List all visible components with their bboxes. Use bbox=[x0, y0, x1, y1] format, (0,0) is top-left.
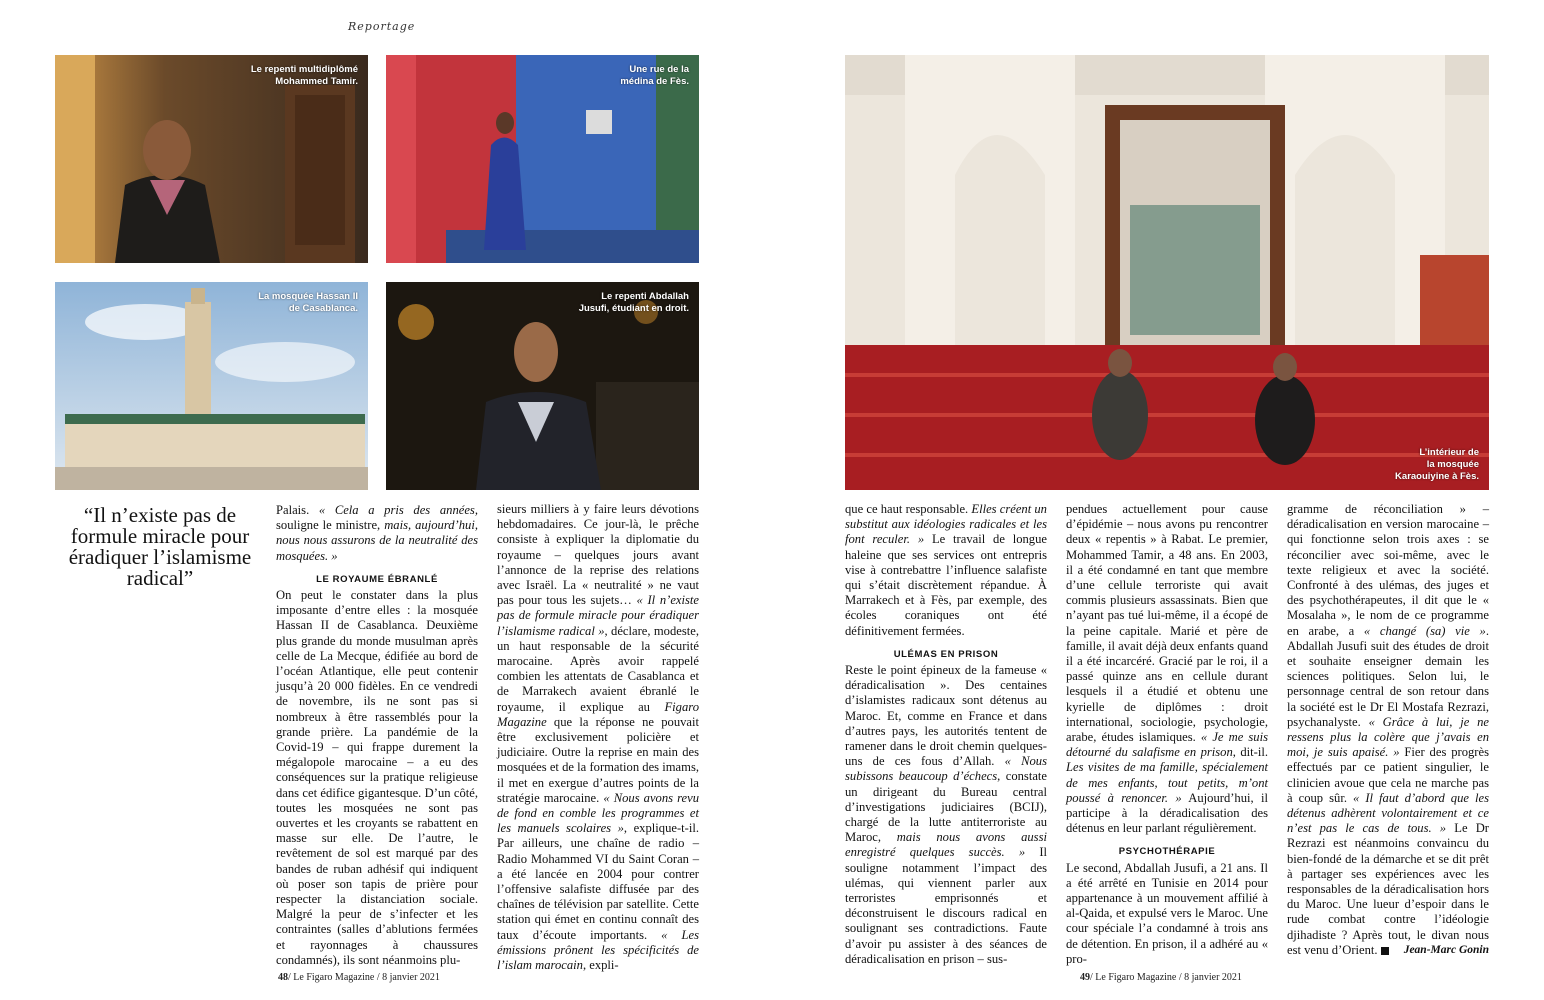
folio-left: 48/ Le Figaro Magazine / 8 janvier 2021 bbox=[278, 972, 440, 983]
photo-caption-karaouiyine: L’intérieur de la mosquée Karaouiyine à Fès. bbox=[1395, 447, 1479, 482]
folio-right: 49/ Le Figaro Magazine / 8 janvier 2021 bbox=[1080, 972, 1242, 983]
article-column-1 bbox=[276, 503, 478, 968]
article-column-5 bbox=[1287, 502, 1489, 958]
column-2-body: sieurs milliers à y faire leurs dévotions hebdomadaires. Ce jour-là, le prêche consiste à expliquer la diplomatie du royaume – quelques jours avant l’annonce de la reprise des relations avec Israël. La « neutralité » ne vaut pas pour tous les sujets… « Il n’existe pas de formule miracle pour éradiquer l’islamisme radical », déclare, modeste, un haut responsable de la sécurité marocaine. Après avoir rappelé combien les attentats de Casablanca et de Marrakech avaient ébranlé le royaume, il explique au Figaro Magazine que la réponse ne pouvait être exclusivement policière et judiciaire. Outre la reprise en main des mosquées et de la formation des imams, il met en exergue d’autres points de la stratégie marocaine. « Nous avons revu de fond en comble les programmes et les manuels scolaires », explique-t-il. Par ailleurs, une chaîne de radio – Radio Mohammed VI du Saint Coran – a été lancée en 2004 pour contrer l’offensive salafiste diffusée par des chaînes de télévision par satellite. Cette station qui émet en continu connaît des taux d’écoute importants. « Les émissions prônent les spécificités de l’islam marocain, expli- bbox=[497, 502, 700, 973]
photo-caption-tamir: Le repenti multidiplômé Mohammed Tamir. bbox=[250, 64, 358, 87]
photo-rue-medina bbox=[386, 55, 699, 263]
photo-mosquee-hassan-ii bbox=[55, 282, 368, 490]
column-1-intro: Palais. « Cela a pris des années, souligne le ministre, mais, aujourd’hui, nous nous assurons de la neutralité des mosquées. » bbox=[276, 503, 478, 563]
photo-caption-rue: Une rue de la médina de Fès. bbox=[620, 64, 689, 87]
section-label: Reportage bbox=[348, 20, 416, 33]
column-3-intro: que ce haut responsable. Elles créent un substitut aux idéologies radicales et les font reculer. » Le travail de longue haleine que ses services ont entrepris vise à contrebattre l’influence salafiste qui s’était discrètement répandue. À Marrakech et à Fès, par exemple, des écoles coraniques ont été définitivement fermées. bbox=[845, 502, 1047, 638]
pull-quote: “Il n’existe pas de formule miracle pour éradiquer l’islamisme radical” bbox=[68, 503, 252, 590]
column-3-body: Reste le point épineux de la fameuse « déradicalisation ». Des centaines d’islamistes radicaux sont détenus au Maroc. Et, comme en France et dans d’autres pays, les autorités tentent de ramener dans le droit chemin quelques-uns de ces fous d’Allah. « Nous subissons beaucoup d’échecs, constate un dirigeant du Bureau central d’investigations judiciaires (BCIJ), chargé de la lutte antiterroriste au Maroc, mais nous avons aussi enregistré quelques succès. » Il souligne notamment l’impact des ulémas, qui viennent parler aux terroristes emprisonnés et déconstruisent le discours radical en soulignant ses contradictions. Faute d’avoir pu assister à des séances de déradicalisation en prison – sus- bbox=[845, 663, 1048, 966]
subhead-ulemas-en-prison: ULÉMAS EN PRISON bbox=[893, 648, 999, 660]
column-1-body: On peut le constater dans la plus imposante d’entre elles : la mosquée Hassan II de Casablanca. Deuxième plus grande du monde musulman après celle de La Mecque, édifiée au bord de l’océan Atlantique, elle peut contenir jusqu’à 20 000 fidèles. En ce vendredi de novembre, ils ne sont pas si nombreux à être rassemblés pour la grande prière. La pandémie de la Covid-19 – qui frappe durement la mégalopole marocaine – a eu des conséquences sur la pratique religieuse dans cet édifice gigantesque. D’un côté, toutes les mosquées ne sont pas ouvertes et les croyants se rabattent en masse sur elle. De l’autre, le revêtement de sol est marqué par des bandes de ruban adhésif qui indiquent où poser son tapis de prière pour respecter la distanciation sociale. Malgré la peur de s’infecter et les contraintes (salles d’ablutions fermées et rayonnages à chaussures condamnés), ils sont néanmoins plu- bbox=[276, 588, 478, 967]
subhead-psychotherapie: PSYCHOTHÉRAPIE bbox=[1118, 846, 1216, 858]
photo-mosquee-karaouiyine bbox=[845, 55, 1489, 490]
article-column-2 bbox=[497, 502, 699, 973]
column-5-body: gramme de réconciliation » – déradicalisation en version marocaine – qui fonctionne selon trois axes : se réconcilier avec soi-même, avec le texte religieux et avec la société. Confronté à des ulémas, des juges et des psychothérapeutes, il dit que le « Mosalaha », le nom de ce programme en arabe, a « changé (sa) vie ». Abdallah Jusufi suit des études de droit et souhaite enseigner demain les sciences politiques. Selon lui, le personnage central de son retour dans la société est le Dr El Mostafa Rezrazi, psychanalyste. « Grâce à lui, je ne ressens plus la colère que j’avais en moi, je suis apaisé. » Fier des progrès effectués par ce patient singulier, le clinicien avoue que cela ne marche pas à coup sûr. « Il faut d’abord que les détenus adhèrent volontairement et ce n’est pas le cas de tous. » Le Dr Rezrazi est néanmoins convaincu du bien-fondé de la démarche et se dit prêt à partager ses expériences avec les responsables de la déradicalisation hors du Maroc. Une lueur d’espoir dans le rude combat contre l’idéologie djihadiste ? Après tout, le divan nous est venu d’Orient. Jean-Marc Gonin bbox=[1287, 502, 1489, 957]
end-mark-icon bbox=[1381, 947, 1389, 955]
article-column-3 bbox=[845, 502, 1047, 967]
photo-abdallah-jusufi bbox=[386, 282, 699, 490]
photo-caption-hassan: La mosquée Hassan II de Casablanca. bbox=[258, 291, 358, 314]
author-signature: Jean-Marc Gonin bbox=[1403, 943, 1489, 956]
column-4-body: Le second, Abdallah Jusufi, a 21 ans. Il a été arrêté en Tunisie en 2014 pour appartenance à un mouvement affilié à al-Qaida, et expulsé vers le Maroc. Une cour spéciale l’a condamné à trois ans de détention. En prison, il a adhéré au « pro- bbox=[1066, 860, 1268, 966]
article-column-4 bbox=[1066, 502, 1268, 967]
column-4-intro: pendues actuellement pour cause d’épidémie – nous avons pu rencontrer deux « repentis » à Rabat. Le premier, Mohammed Tamir, a 48 ans. En 2003, il a été condamné en tant que membre d’une cellule terroriste qui avait commis plusieurs assassinats. Bien que n’ayant pas tué lui-même, il a écopé de la peine capitale. Marié et père de famille, il avait déjà deux enfants quand il a été incarcéré. Gracié par le roi, il a passé quinze ans en cellule durant lesquels il a étudié et obtenu une kyrielle de diplômes : droit international, sociologie, psychologie, arabe, études islamiques. « Je me suis détourné du salafisme en prison, dit-il. Les visites de ma famille, spécialement de mes enfants, tout petits, m’ont poussé à renoncer. » Aujourd’hui, il participe à la déradicalisation des détenus en leur parlant régulièrement. bbox=[1066, 502, 1268, 836]
photo-caption-jusufi: Le repenti Abdallah Jusufi, étudiant en droit. bbox=[578, 291, 689, 314]
photo-mohammed-tamir bbox=[55, 55, 368, 263]
subhead-royaume-ebranle: LE ROYAUME ÉBRANLÉ bbox=[316, 573, 438, 585]
